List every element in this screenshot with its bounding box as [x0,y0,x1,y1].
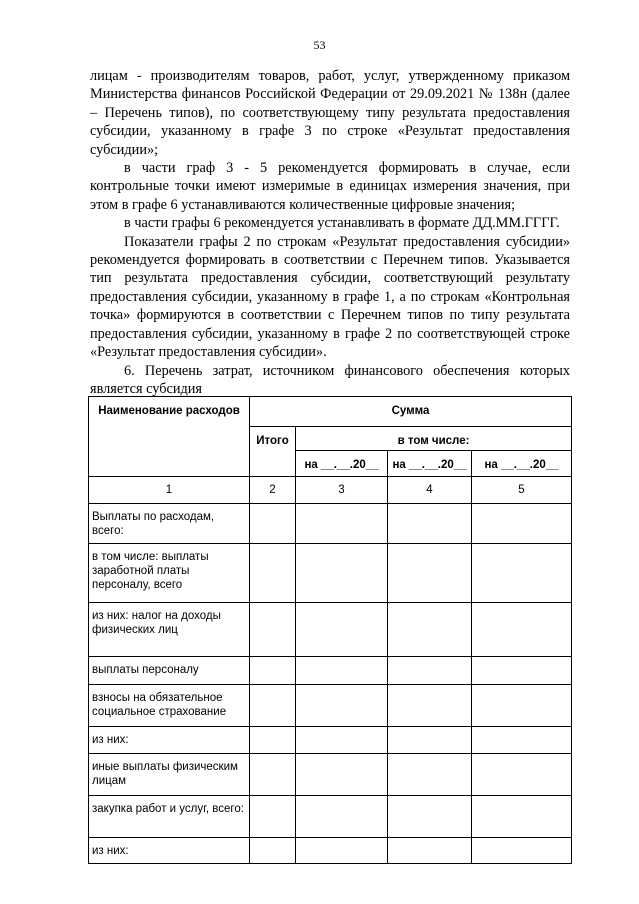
paragraph-1: лицам - производителям товаров, работ, услуг, утвержденному приказом Министерства финансов Российской Федерации от 29.09.2021 № 138н (далее – Перечень типов), по соответствующему типу результата предоставления субсидии, указанному в графе 3 по строке «Результат предоставления субсидии»; [90,68,570,158]
body-text [90,67,570,398]
table-row [89,838,572,864]
col-number: 2 [250,477,296,504]
column-numbers-row [89,477,572,504]
row-label: из них: налог на доходы физических лиц [89,603,250,657]
table-row [89,796,572,838]
table-row [89,685,572,727]
header-sum: Сумма [250,397,572,427]
col-number: 3 [296,477,388,504]
table-row [89,603,572,657]
col-number: 5 [472,477,572,504]
row-label: из них: [89,838,250,864]
row-label: выплаты персоналу [89,657,250,685]
header-total: Итого [250,427,296,477]
row-label: Выплаты по расходам, всего: [89,504,250,544]
header-date-3: на __.__.20__ [472,451,572,477]
row-label: иные выплаты физическим лицам [89,754,250,796]
section-heading: 6. Перечень затрат, источником финансового обеспечения которых является субсидия [90,362,570,397]
row-label: в том числе: выплаты заработной платы персоналу, всего [89,544,250,603]
header-date-1: на __.__.20__ [296,451,388,477]
paragraph-2: в части граф 3 - 5 рекомендуется формировать в случае, если контрольные точки имеют измеримые в единицах измерения значения, при этом в графе 6 устанавливаются количественные цифровые значения; [90,160,570,213]
table-row [89,504,572,544]
page-number: 53 [313,38,326,52]
table-row [89,754,572,796]
header-expense-name: Наименование расходов [89,397,250,477]
table-row [89,657,572,685]
header-including: в том числе: [296,427,572,451]
col-number: 4 [388,477,472,504]
col-number: 1 [89,477,250,504]
expenses-table [88,396,572,864]
row-label: из них: [89,727,250,754]
header-date-2: на __.__.20__ [388,451,472,477]
table-row [89,727,572,754]
row-label: взносы на обязательное социальное страхование [89,685,250,727]
paragraph-3: в части графы 6 рекомендуется устанавливать в формате ДД.ММ.ГГГГ. [124,215,560,232]
row-label: закупка работ и услуг, всего: [89,796,250,838]
paragraph-4: Показатели графы 2 по строкам «Результат предоставления субсидии» рекомендуется формировать в соответствии с Перечнем типов. Указывается тип результата предоставления субсидии, соответствующий результату предоставления субсидии, указанному в графе 1, а по строкам «Контрольная точка» формируются в соответствии с Перечнем типов по типу результата предоставления субсидии, указанному в графе 2 по соответствующей строке «Результат предоставления субсидии». [90,233,570,361]
table-row [89,544,572,603]
